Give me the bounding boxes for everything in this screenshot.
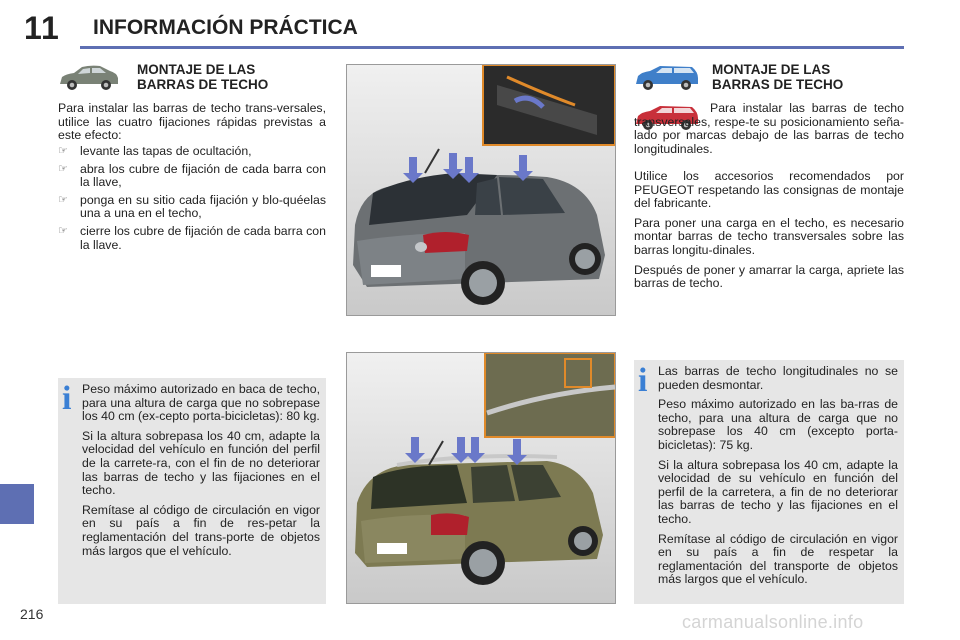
right-title-line1: MONTAJE DE LAS bbox=[712, 62, 831, 77]
pointing-hand-icon: ☞ bbox=[58, 224, 68, 237]
watermark: carmanualsonline.info bbox=[682, 612, 864, 632]
left-info-p2: Si la altura sobrepasa los 40 cm, adapte la velocidad del vehículo en función del perfil de la carrete-ra, con el fin de no deteriorar las barras de techo y las fijaciones en el techo. bbox=[82, 428, 320, 498]
left-info-p3: Remítase al código de circulación en vigor en su país a fin de res-petar la reglamentación del trans-porte de objetos más largos que el vehículo. bbox=[82, 502, 320, 558]
pointing-hand-icon: ☞ bbox=[58, 145, 68, 157]
list-item: ☞ cierre los cubre de fijación de cada barra con la llave. bbox=[58, 223, 326, 252]
pointing-hand-icon: ☞ bbox=[58, 162, 68, 175]
grey-hatchback-illustration bbox=[347, 65, 615, 315]
list-item: ☞ ponga en su sitio cada fijación y blo-quéelas una a una en el techo, bbox=[58, 192, 326, 221]
left-info-box bbox=[58, 378, 326, 604]
right-intro: Para instalar las barras de techo transversales, respe-te su posicionamiento seña-lado por marcas debajo de las barras de techo longitudinales. bbox=[634, 101, 904, 156]
grey-hatchback-roof-fixings-photo bbox=[346, 64, 616, 316]
left-section-title bbox=[137, 62, 337, 92]
left-info-p1: Peso máximo autorizado en baca de techo, para una altura de carga que no sobrepase los 40 cm (ex-cepto porta-bicicletas): 80 kg. bbox=[82, 382, 320, 424]
pointing-hand-icon: ☞ bbox=[58, 193, 68, 206]
list-item: ☞ levante las tapas de ocultación, bbox=[58, 144, 252, 158]
chapter-number: 11 bbox=[24, 10, 60, 46]
list-item: ☞ abra los cubre de fijación de cada barra con la llave, bbox=[58, 161, 326, 190]
right-body-p3: Para poner una carga en el techo, es necesario montar barras de techo transversales sobre las barras longitu-dinales. bbox=[634, 215, 904, 257]
station-wagon-blue-icon bbox=[632, 62, 702, 94]
left-title-line2: BARRAS DE TECHO bbox=[137, 77, 269, 92]
left-bullet-list bbox=[58, 145, 326, 256]
right-info-p1: Las barras de techo longitudinales no se pueden desmontar. bbox=[658, 364, 898, 392]
right-info-box bbox=[634, 360, 904, 604]
chapter-title: INFORMACIÓN PRÁCTICA bbox=[93, 16, 358, 39]
info-icon: i bbox=[638, 362, 648, 399]
hatchback-car-icon bbox=[56, 62, 122, 94]
header-rule bbox=[80, 46, 904, 49]
right-info-p4: Remítase al código de circulación en vigor en su país a fin de respetar la reglamentación del transporte de objetos más largos que el vehículo. bbox=[658, 531, 898, 587]
left-intro: Para instalar las barras de techo trans-versales, utilice las cuatro fijaciones rápidas previstas a este efecto: bbox=[58, 101, 326, 143]
info-icon: i bbox=[62, 380, 72, 417]
right-body-p2: Utilice los accesorios recomendados por PEUGEOT respetando las consignas de montaje del fabricante. bbox=[634, 169, 904, 211]
left-info-text bbox=[82, 383, 320, 564]
right-body bbox=[634, 170, 904, 297]
green-sw-illustration bbox=[347, 353, 615, 603]
right-info-text bbox=[658, 365, 898, 593]
right-info-p3: Si la altura sobrepasa los 40 cm, adapte la velocidad de su vehículo en función del perfil de la carretera, a fin de no deteriorar las barras de techo y las fijaciones en el techo. bbox=[658, 457, 898, 526]
green-sw-roof-rails-photo bbox=[346, 352, 616, 604]
right-info-p2: Peso máximo autorizado en las ba-rras de techo, para una altura de carga que no sobrepase los 40 cm (excepto porta-bicicletas): 75 kg. bbox=[658, 397, 898, 452]
right-section-title bbox=[712, 62, 912, 92]
page-number: 216 bbox=[20, 606, 44, 622]
right-title-line2: BARRAS DE TECHO bbox=[712, 77, 844, 92]
left-title-line1: MONTAJE DE LAS bbox=[137, 62, 256, 77]
right-body-p4: Después de poner y amarrar la carga, apriete las barras de techo. bbox=[634, 262, 904, 291]
chapter-side-tab bbox=[0, 484, 34, 524]
